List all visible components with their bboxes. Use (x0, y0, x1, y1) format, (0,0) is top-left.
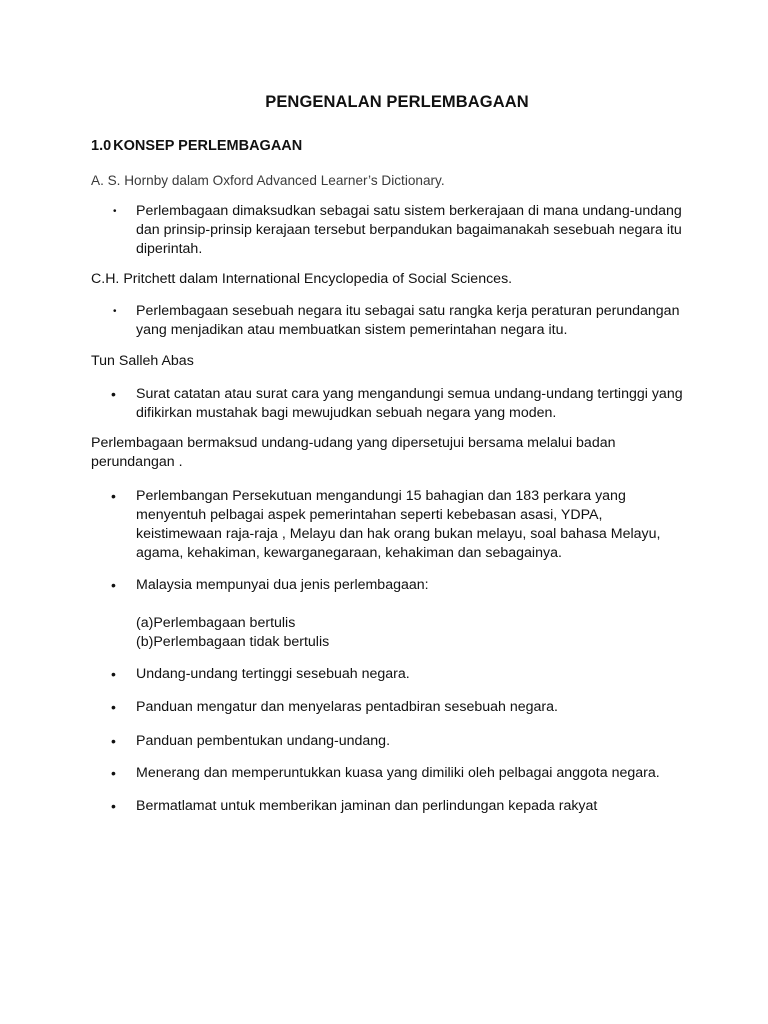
bullet-marker: • (111, 765, 116, 781)
list-item-line: Perlembagaan dimaksudkan sebagai satu sistem berkerajaan di mana undang-undang (136, 203, 682, 219)
bullet-marker: • (111, 733, 116, 749)
list-item (136, 487, 676, 563)
bullet-marker: • (111, 666, 116, 682)
list-item-line: Menerang dan memperuntukkan kuasa yang dimiliki oleh pelbagai anggota negara. (136, 765, 660, 781)
list-item-line: Perlembangan Persekutuan mengandungi 15 bahagian dan 183 perkara yang (136, 488, 626, 504)
list-item-line: diperintah. (136, 241, 203, 257)
section-heading-text: KONSEP PERLEMBAGAAN (113, 138, 303, 154)
sub-list (136, 614, 676, 652)
list-item-line: Panduan mengatur dan menyelaras pentadbiran sesebuah negara. (136, 699, 558, 715)
list-item-line: Panduan pembentukan undang-undang. (136, 733, 391, 749)
definition-paragraph (91, 434, 681, 472)
list-item (136, 764, 676, 783)
sub-list-item: (b)Perlembagaan tidak bertulis (136, 634, 330, 650)
list-item-line: difikirkan mustahak bagi mewujudkan sebuah negara yang moden. (136, 405, 557, 421)
list-item-line: dan prinsip-prinsip kerajaan tersebut berpandukan bagaimanakah sesebuah negara itu (136, 222, 682, 238)
source-label: Tun Salleh Abas (91, 353, 194, 369)
source-label: C.H. Pritchett dalam International Encyclopedia of Social Sciences. (91, 271, 513, 287)
page-title: PENGENALAN PERLEMBAGAAN (265, 93, 529, 111)
list-item (136, 302, 680, 340)
bullet-marker: • (111, 386, 116, 402)
list-item-line: agama, kehakiman, kewarganegaraan, kehakiman dan sebagainya. (136, 545, 562, 561)
list-item (136, 202, 682, 259)
section-number: 1.0 (91, 138, 112, 154)
list-item-line: Undang-undang tertinggi sesebuah negara. (136, 666, 410, 682)
list-item-line: Malaysia mempunyai dua jenis perlembagaan: (136, 577, 429, 593)
bullet-marker: • (113, 206, 117, 217)
list-item-line: yang menjadikan atau membuatkan sistem pemerintahan negara itu. (136, 322, 568, 338)
bullet-marker: • (113, 306, 117, 317)
list-item (136, 665, 676, 684)
list-item (136, 576, 676, 595)
bullet-marker: • (111, 699, 116, 715)
bullet-marker: • (111, 577, 116, 593)
list-item-line: menyentuh pelbagai aspek pemerintahan seperti kebebasan asasi, YDPA, (136, 507, 603, 523)
section-heading (91, 138, 302, 154)
bullet-marker: • (111, 488, 116, 504)
list-item (136, 385, 683, 423)
list-item-line: Perlembagaan sesebuah negara itu sebagai satu rangka kerja peraturan perundangan (136, 303, 680, 319)
paragraph-line: perundangan . (91, 454, 183, 470)
sub-list-item: (a)Perlembagaan bertulis (136, 615, 296, 631)
list-item (136, 698, 676, 717)
list-item (136, 732, 676, 751)
list-item-line: Bermatlamat untuk memberikan jaminan dan perlindungan kepada rakyat (136, 798, 598, 814)
bullet-marker: • (111, 798, 116, 814)
list-item-line: Surat catatan atau surat cara yang mengandungi semua undang-undang tertinggi yang (136, 386, 683, 402)
list-item-line: keistimewaan raja-raja , Melayu dan hak orang bukan melayu, soal bahasa Melayu, (136, 526, 661, 542)
source-label: A. S. Hornby dalam Oxford Advanced Learner’s Dictionary. (91, 173, 445, 188)
list-item (136, 797, 676, 816)
paragraph-line: Perlembagaan bermaksud undang-udang yang dipersetujui bersama melalui badan (91, 435, 616, 451)
